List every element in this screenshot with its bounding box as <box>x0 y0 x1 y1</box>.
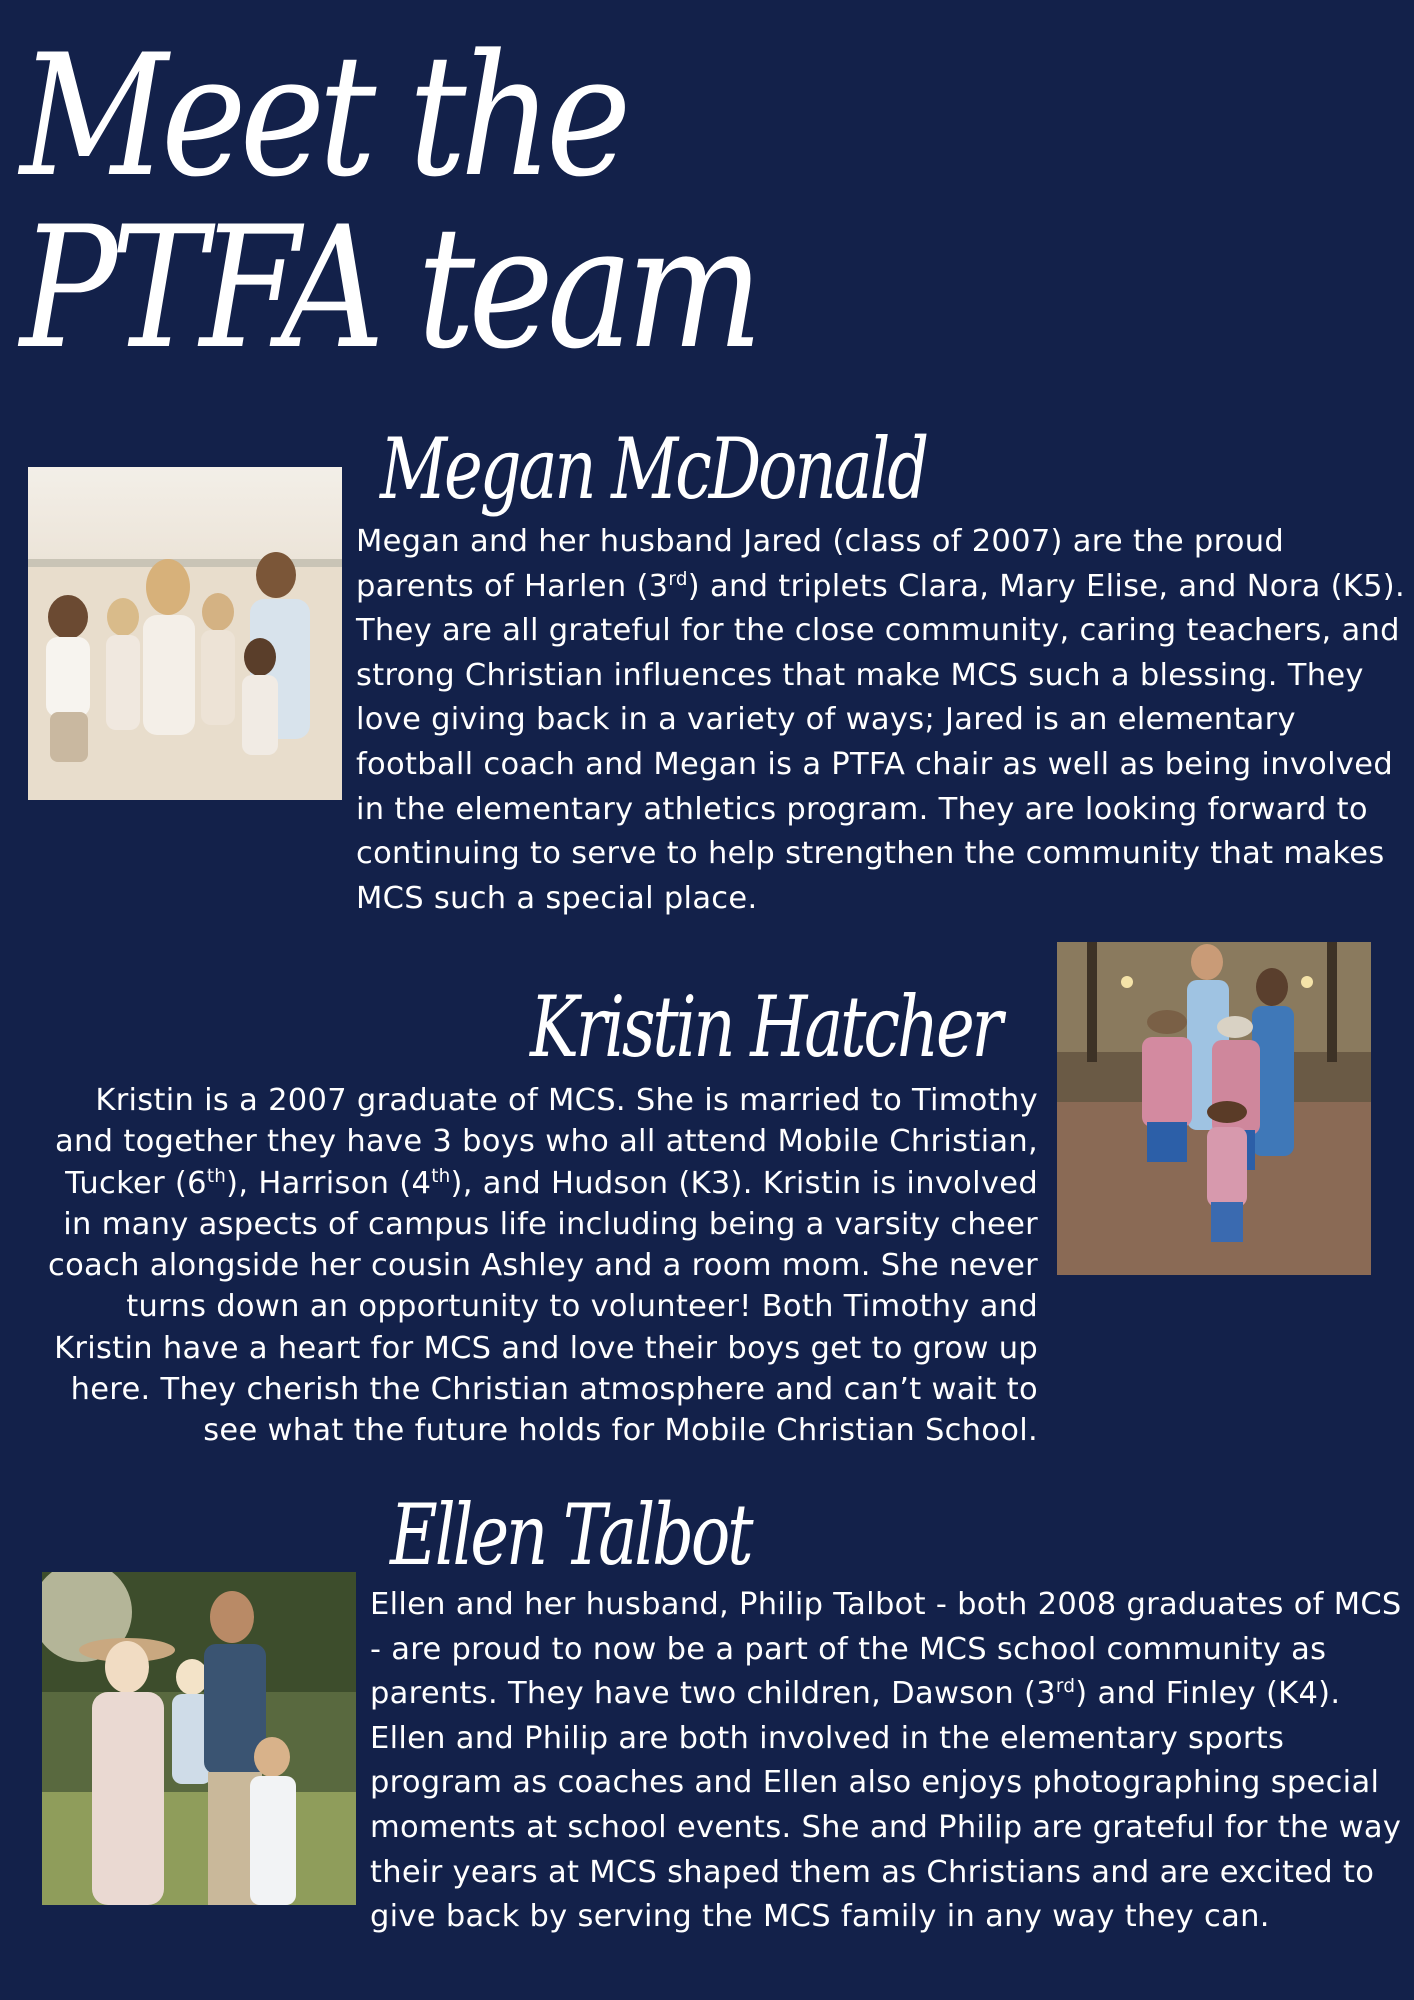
megan-family-photo <box>28 467 342 800</box>
page-title-line-2: PTFA team <box>20 190 757 386</box>
member-bio-kristin: Kristin is a 2007 graduate of MCS. She is married to Timothy and together they have 3 boys who all attend Mobile Christian, Tucker (6th), Harrison (4th), and Hudson (K3). Kristin is involved in many aspects of campus life including being a varsity cheer coach alongside her cousin Ashley and a room mom. She never turns down an opportunity to volunteer! Both Timothy and Kristin have a heart for MCS and love their boys get to grow up here. They cherish the Christian atmosphere and can’t wait to see what the future holds for Mobile Christian School. <box>48 1083 1038 1449</box>
page-title <box>20 18 757 386</box>
member-name-kristin: Kristin Hatcher <box>530 978 1000 1076</box>
page-title-line-1: Meet the <box>20 18 625 214</box>
member-name-ellen: Ellen Talbot <box>390 1486 751 1584</box>
member-bio-ellen: Ellen and her husband, Philip Talbot - both 2008 graduates of MCS - are proud to now be a part of the MCS school community as parents. They have two children, Dawson (3rd) and Finley (K4). Ellen and Philip are both involved in the elementary sports program as coaches and Ellen also enjoys photographing special moments at school events. She and Philip are grateful for the way their years at MCS shaped them as Christians and are excited to give back by serving the MCS family in any way they can. <box>370 1587 1402 1935</box>
kristin-family-photo <box>1057 942 1371 1275</box>
member-name-megan: Megan McDonald <box>380 420 927 518</box>
member-bio-megan: Megan and her husband Jared (class of 2007) are the proud parents of Harlen (3rd) and triplets Clara, Mary Elise, and Nora (K5). They are all grateful for the close community, caring teachers, and strong Christian influences that make MCS such a blessing. They love giving back in a variety of ways; Jared is an elementary football coach and Megan is a PTFA chair as well as being involved in the elementary athletics program. They are looking forward to continuing to serve to help strengthen the community that makes MCS such a special place. <box>356 524 1405 916</box>
ellen-family-photo <box>42 1572 356 1905</box>
